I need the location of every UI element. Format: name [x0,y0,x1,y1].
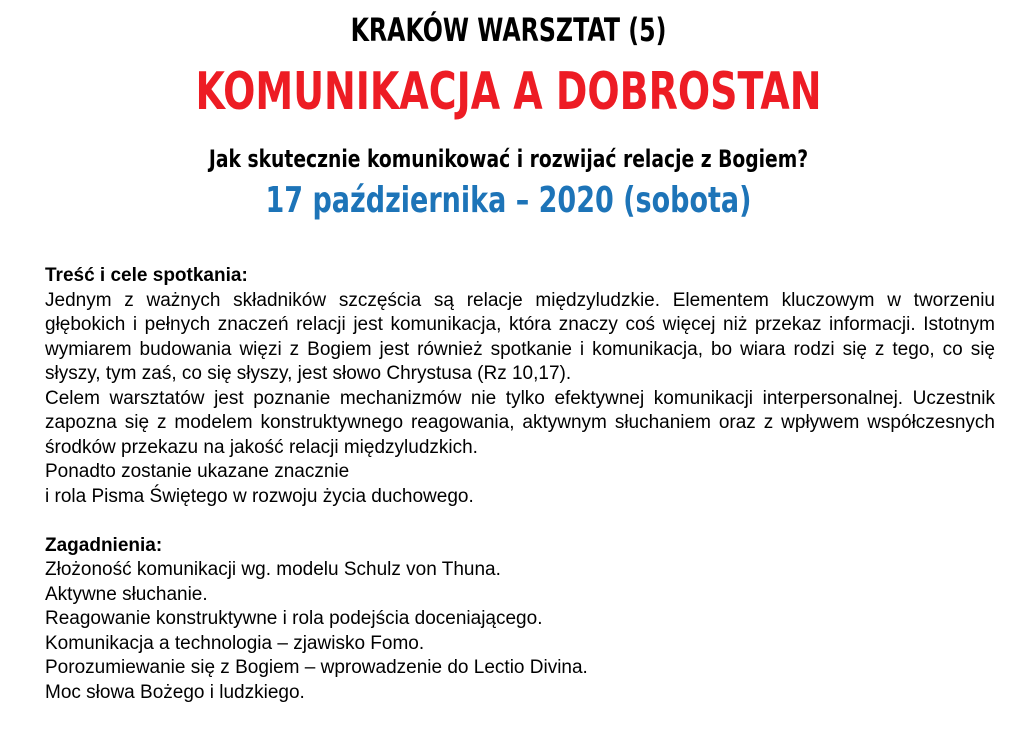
page-subtitle: Jak skutecznie komunikować i rozwijać relacje z Bogiem? [208,145,809,173]
topic-item: Złożoność komunikacji wg. modelu Schulz von Thuna. [45,559,501,580]
event-date: 17 października – 2020 (sobota) [265,180,752,221]
section-spacer [45,509,995,534]
topic-item: Porozumiewanie się z Bogiem – wprowadzenie do Lectio Divina. [45,657,588,678]
topic-item: Moc słowa Bożego i ludzkiego. [45,681,305,703]
workshop-kicker: KRAKÓW WARSZTAT (5) [350,11,667,49]
goals-paragraph: Jednym z ważnych składników szczęścia są relacje międzyludzkie. Elementem kluczowym w tworzeniu głębokich i pełnych znaczeń relacji jest komunikacja, która znaczy coś więcej niż przekaz informacji. Istotnym wymiarem budowania więzi z Bogiem jest również spotkanie i komunikacja, bo wiara rodzi się z tego, co się słyszy, tym zaś, co się słyszy, jest słowo Chrystusa (Rz 10,17). [45,289,995,384]
aims-paragraph: Celem warsztatów jest poznanie mechanizmów nie tylko efektywnej komunikacji interpersonalnej. Uczestnik zapozna się z modelem konstruktywnego reagowania, aktywnym słuchaniem oraz z wpływem współczesnych środków przekazu na jakość relacji międzyludzkich. [45,387,995,458]
scripture-line-2: i rola Pisma Świętego w rozwoju życia duchowego. [45,485,474,507]
topic-item: Komunikacja a technologia – zjawisko Fomo. [45,632,425,654]
goals-heading: Treść i cele spotkania: [45,265,248,286]
document-body [45,264,995,705]
topic-item: Aktywne słuchanie. [45,583,208,605]
scripture-line-1: Ponadto zostanie ukazane znacznie [45,461,350,482]
topic-item: Reagowanie konstruktywne i rola podejścia doceniającego. [45,608,543,629]
page-title: KOMUNIKACJA A DOBROSTAN [195,62,822,122]
topics-heading: Zagadnienia: [45,534,163,556]
